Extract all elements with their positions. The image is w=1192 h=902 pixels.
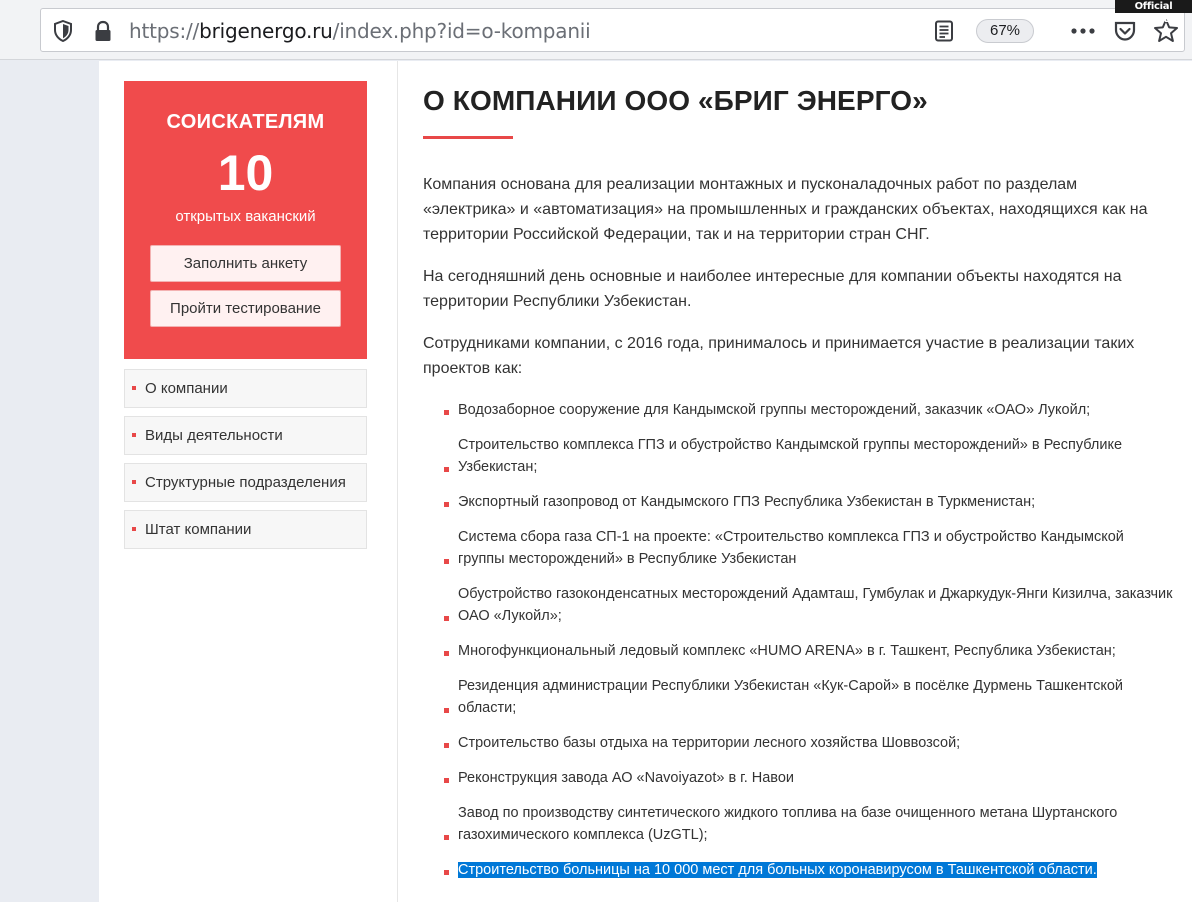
project-text: Завод по производству синтетического жидкого топлива на базе очищенного метана Шуртанского газохимического комплекса (UzGTL); — [458, 805, 1118, 843]
bullet-marker — [132, 527, 136, 531]
promo-title: СОИСКАТЕЛЯМ — [166, 111, 325, 133]
bullet-marker — [444, 835, 449, 840]
url-prefix: https:// — [129, 19, 200, 43]
sidebar-item-staff[interactable] — [124, 510, 367, 549]
list-item — [444, 640, 1174, 662]
paragraph-uzbekistan: На сегодняшний день основные и наиболее интересные для компании объекты находятся на территории Республики Узбекистан. — [423, 268, 1122, 310]
bullet-marker — [444, 616, 449, 621]
project-text: Реконструкция завода АО «Navoiyazot» в г. Навои — [458, 770, 794, 786]
vacancies-promo — [124, 81, 367, 359]
paragraph-intro: Компания основана для реализации монтажных и пусконаладочных работ по разделам «электрика» и «автоматизация» на промышленных и гражданских объектах, находящихся как на территории Российской Федерации, так и на территории стран СНГ. — [423, 176, 1148, 243]
page-content — [99, 61, 1192, 902]
project-text: Строительство базы отдыха на территории лесного хозяйства Шоввозсой; — [458, 735, 961, 751]
project-text: Экспортный газопровод от Кандымского ГПЗ Республика Узбекистан в Туркменистан; — [458, 494, 1036, 510]
bullet-marker — [444, 467, 449, 472]
address-bar[interactable] — [40, 8, 1185, 52]
sidebar-item-label: Структурные подразделения — [145, 474, 346, 491]
list-item-selected — [444, 859, 1174, 881]
shield-icon[interactable] — [53, 20, 73, 42]
project-text: Система сбора газа СП-1 на проекте: «Строительство комплекса ГПЗ и обустройство Кандымской группы месторождений» в Республике Узбекистан — [458, 529, 1124, 567]
reader-view-icon[interactable] — [933, 20, 955, 42]
sidebar-item-divisions[interactable] — [124, 463, 367, 502]
list-item — [444, 399, 1174, 421]
project-text: Строительство комплекса ГПЗ и обустройство Кандымской группы месторождений» в Республике Узбекистан; — [458, 437, 1123, 475]
official-website-tag: Official website — [1115, 0, 1192, 13]
list-item — [444, 732, 1174, 754]
more-icon[interactable] — [1069, 21, 1097, 41]
bullet-marker — [444, 743, 449, 748]
bullet-marker — [132, 480, 136, 484]
bullet-marker — [132, 433, 136, 437]
list-item — [444, 767, 1174, 789]
promo-subtitle: открытых ваканский — [175, 208, 316, 225]
list-item — [444, 434, 1174, 478]
title-underline — [423, 136, 513, 139]
projects-list — [444, 399, 1174, 894]
column-divider — [397, 61, 398, 902]
list-item — [444, 491, 1174, 513]
bullet-marker — [132, 386, 136, 390]
zoom-badge[interactable]: 67% — [976, 19, 1034, 43]
sidebar-item-label: Штат компании — [145, 521, 252, 538]
take-test-button[interactable]: Пройти тестирование — [150, 290, 341, 327]
sidebar-item-label: Виды деятельности — [145, 427, 283, 444]
bullet-marker — [444, 870, 449, 875]
sidebar-item-about[interactable] — [124, 369, 367, 408]
project-text: Водозаборное сооружение для Кандымской группы месторождений, заказчик «ОАО» Лукойл; — [458, 402, 1091, 418]
fill-form-button[interactable]: Заполнить анкету — [150, 245, 341, 282]
paragraph-projects: Сотрудниками компании, с 2016 года, принималось и принимается участие в реализации таких проектов как: — [423, 335, 1135, 377]
project-text: Резиденция администрации Республики Узбекистан «Кук-Сарой» в посёлке Дурмень Ташкентской области; — [458, 678, 1124, 716]
page-title: О КОМПАНИИ ООО «БРИГ ЭНЕРГО» — [423, 85, 928, 116]
list-item — [444, 802, 1174, 846]
sidebar-item-label: О компании — [145, 380, 228, 397]
bullet-marker — [444, 410, 449, 415]
url-path: /index.php?id=o-kompanii — [332, 19, 591, 43]
url-text[interactable] — [129, 19, 591, 43]
browser-toolbar — [0, 0, 1192, 60]
url-domain: brigenergo.ru — [199, 19, 333, 43]
bullet-marker — [444, 502, 449, 507]
bullet-marker — [444, 708, 449, 713]
bullet-marker — [444, 651, 449, 656]
vacancy-count: 10 — [217, 145, 274, 201]
project-text: Многофункциональный ледовый комплекс «HUMO ARENA» в г. Ташкент, Республика Узбекистан; — [458, 643, 1116, 659]
bullet-marker — [444, 559, 449, 564]
bullet-marker — [444, 778, 449, 783]
project-text-highlighted[interactable]: Строительство больницы на 10 000 мест для больных коронавирусом в Ташкентской области. — [458, 862, 1097, 878]
list-item — [444, 583, 1174, 627]
lock-icon[interactable] — [93, 20, 113, 42]
list-item — [444, 675, 1174, 719]
project-text: Обустройство газоконденсатных месторождений Адамташ, Гумбулак и Джаркудук-Янги Кизилча, заказчик ОАО «Лукойл»; — [458, 586, 1173, 624]
list-item — [444, 526, 1174, 570]
sidebar-item-activities[interactable] — [124, 416, 367, 455]
